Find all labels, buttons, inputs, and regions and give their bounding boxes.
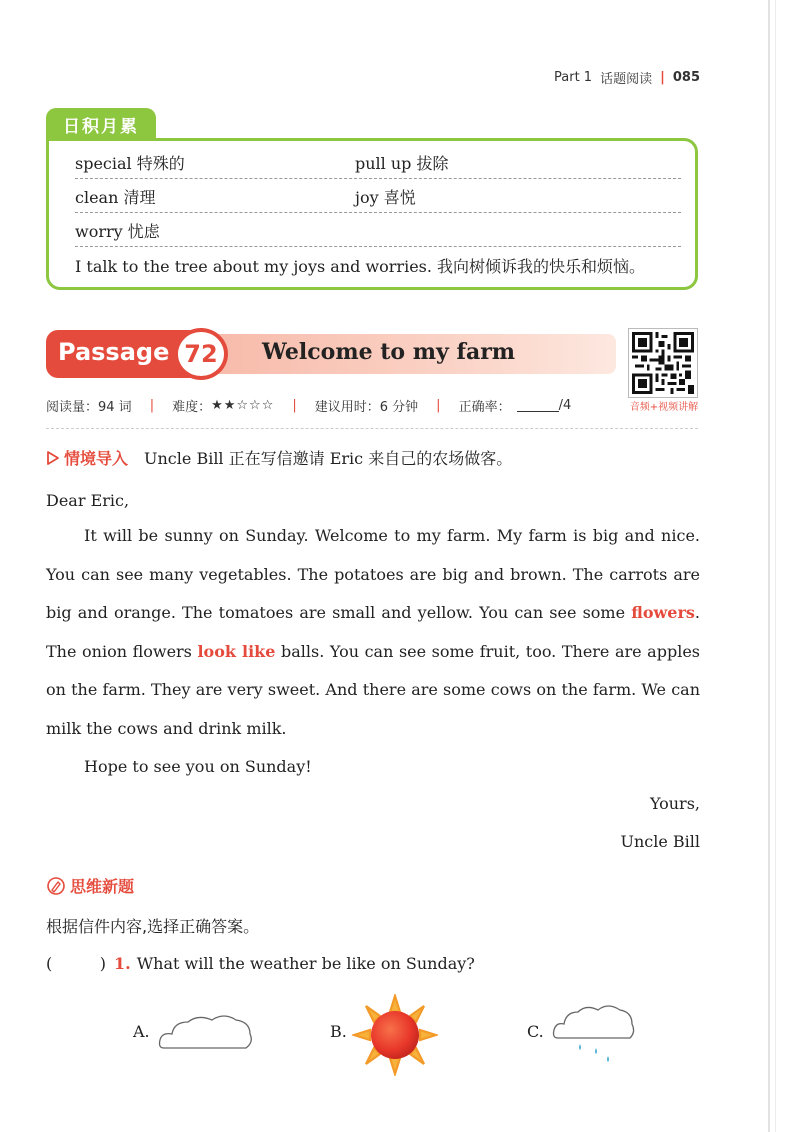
option-c-label[interactable]: C. bbox=[527, 1022, 544, 1041]
header-separator: | bbox=[660, 70, 665, 85]
difficulty-label: 难度： bbox=[172, 400, 212, 415]
vocab-term: clean 清理 bbox=[75, 188, 156, 207]
vocab-term: pull up 拔除 bbox=[355, 154, 449, 173]
passage-word: Passage bbox=[58, 338, 170, 366]
letter-text: It will be sunny on Sunday. Welcome to my farm. My farm is big and nice. You can see many vegetables. The potatoes are big and brown. The carrots are big and orange. The tomatoes are small and yellow. You can see some bbox=[46, 526, 700, 622]
qr-caption: 音频+视频讲解 bbox=[629, 402, 699, 413]
question-instruction: 根据信件内容,选择正确答案。 bbox=[46, 917, 260, 936]
vocab-row bbox=[75, 251, 681, 281]
vocab-sentence: I talk to the tree about my joys and worries. 我向树倾诉我的快乐和烦恼。 bbox=[75, 257, 646, 276]
header-section: 话题阅读 bbox=[600, 72, 653, 87]
pen-circle-icon bbox=[46, 876, 66, 896]
letter-text: balls. You can see some fruit, too. There are apples on the farm. They are very sweet. And there are some cows on the farm. We can milk the cows and drink milk. bbox=[46, 641, 701, 738]
difficulty-stars: ★★☆☆☆ bbox=[211, 398, 275, 413]
page-header bbox=[554, 68, 700, 87]
option-b-label[interactable]: B. bbox=[330, 1022, 347, 1041]
vocab-box bbox=[46, 138, 698, 290]
accuracy-total: /4 bbox=[558, 398, 572, 413]
intro-tag-label: 情境导入 bbox=[64, 449, 129, 468]
accuracy-blank[interactable] bbox=[517, 399, 559, 412]
header-part: Part 1 bbox=[554, 70, 593, 85]
intro-line bbox=[46, 446, 512, 469]
letter-paragraph bbox=[46, 517, 700, 748]
page-number: 085 bbox=[672, 70, 700, 85]
vocab-row bbox=[75, 149, 681, 179]
question-text: What will the weather be like on Sunday? bbox=[136, 954, 475, 973]
vocab-row bbox=[75, 217, 681, 247]
sun-icon[interactable] bbox=[352, 994, 438, 1076]
play-triangle-icon bbox=[46, 450, 60, 466]
vocab-term: joy 喜悦 bbox=[355, 188, 416, 207]
accuracy-label: 正确率： bbox=[458, 400, 511, 415]
highlight-phrase: look like bbox=[197, 641, 276, 661]
highlight-word: flowers bbox=[631, 603, 695, 622]
passage-number: 72 bbox=[174, 328, 228, 380]
suggested-time: 建议用时：6 分钟 bbox=[314, 400, 419, 415]
cloud-icon[interactable] bbox=[156, 1008, 256, 1056]
vocab-row bbox=[75, 183, 681, 213]
page-edge bbox=[768, 0, 770, 1132]
vocab-term: special 特殊的 bbox=[75, 154, 185, 173]
question-1 bbox=[46, 954, 475, 973]
qr-code-icon[interactable] bbox=[628, 328, 698, 398]
section-tag bbox=[46, 874, 134, 897]
page-edge-inner bbox=[775, 0, 776, 1132]
vocab-tab: 日积月累 bbox=[46, 108, 156, 140]
letter-closing: Yours, bbox=[649, 794, 700, 813]
answer-blank[interactable]: ( ) bbox=[46, 954, 106, 973]
rain-cloud-icon[interactable] bbox=[550, 1000, 638, 1066]
passage-banner bbox=[46, 330, 616, 378]
intro-tag bbox=[46, 446, 128, 469]
question-number: 1. bbox=[114, 954, 131, 973]
passage-meta: 阅读量：94 词 | 难度： ★★☆☆☆ | 建议用时：6 分钟 | 正确率： /4 bbox=[46, 398, 572, 415]
divider bbox=[46, 428, 698, 429]
letter-greeting: Dear Eric, bbox=[46, 491, 130, 510]
option-a-label[interactable]: A. bbox=[133, 1022, 150, 1041]
letter-text: . The onion flowers bbox=[46, 603, 700, 661]
vocab-term: worry 忧虑 bbox=[75, 222, 160, 241]
word-count: 阅读量：94 词 bbox=[46, 400, 132, 415]
intro-text: Uncle Bill 正在写信邀请 Eric 来自己的农场做客。 bbox=[144, 449, 513, 468]
section-tag-label: 思维新题 bbox=[70, 877, 135, 896]
letter-body bbox=[46, 517, 700, 787]
letter-paragraph: Hope to see you on Sunday! bbox=[84, 757, 312, 776]
letter-signature: Uncle Bill bbox=[620, 832, 700, 851]
passage-title: Welcome to my farm bbox=[262, 339, 516, 365]
